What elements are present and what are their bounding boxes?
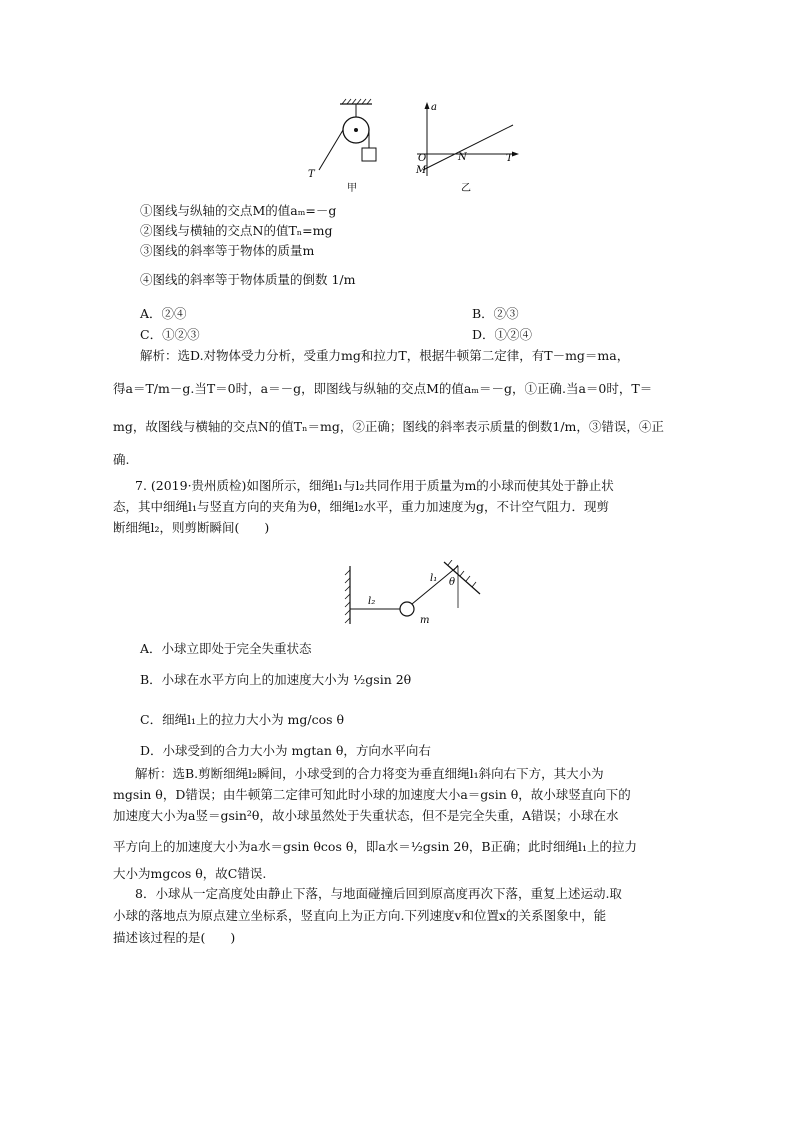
label-l1: l₁	[430, 573, 438, 584]
q7-stem-3: 断细绳l₂，则剪断瞬间( )	[113, 520, 270, 535]
statement-3: ③图线的斜率等于物体的质量m	[140, 243, 315, 258]
axis-a: a	[431, 102, 437, 113]
origin-O: O	[418, 153, 427, 164]
q6-analysis-3: mg，故图线与横轴的交点N的值Tₙ＝mg，②正确；图线的斜率表示质量的倒数1/m，③错误，④正	[113, 419, 664, 434]
q6-analysis-2: 得a＝T/m－g.当T＝0时，a＝－g，即图线与纵轴的交点M的值aₘ＝－g，①正确.当a＝0时，T＝	[113, 381, 653, 396]
q6-analysis-4: 确.	[113, 452, 130, 467]
statement-2: ②图线与横轴的交点N的值Tₙ=mg	[140, 223, 333, 238]
q6-option-d[interactable]: D．①②④	[472, 327, 533, 342]
q7-stem-2: 态，其中细绳l₁与竖直方向的夹角为θ，细绳l₂水平，重力加速度为g，不计空气阻力．现剪	[113, 499, 610, 514]
caption-yi: 乙	[461, 183, 471, 194]
q7-option-c[interactable]: C．细绳l₁上的拉力大小为 mg/cos θ	[140, 712, 345, 727]
axis-T: T	[506, 153, 513, 164]
q7-option-a[interactable]: A．小球立即处于完全失重状态	[140, 641, 312, 656]
caption-jia: 甲	[347, 183, 357, 194]
q8-stem-3: 描述该过程的是( )	[113, 930, 236, 945]
q6-option-c[interactable]: C．①②③	[140, 327, 200, 342]
q6-option-b[interactable]: B．②③	[472, 306, 519, 321]
q7-stem-1: 7. (2019·贵州质检)如图所示，细绳l₁与l₂共同作用于质量为m的小球而使其处于静止状	[135, 478, 614, 493]
q7-analysis-5: 大小为mgcos θ，故C错误.	[113, 866, 267, 881]
statement-1: ①图线与纵轴的交点M的值aₘ=－g	[140, 203, 337, 218]
label-l2: l₂	[368, 596, 376, 607]
point-M: M	[416, 165, 427, 176]
figure-q7-pendulum	[340, 560, 490, 632]
q7-analysis-4: 平方向上的加速度大小为a水＝gsin θcos θ，即a水＝½gsin 2θ，B正确；此时细绳l₁上的拉力	[113, 839, 638, 854]
statement-4: ④图线的斜率等于物体质量的倒数 1/m	[140, 272, 356, 287]
q6-option-a[interactable]: A．②④	[140, 306, 187, 321]
q8-stem-2: 小球的落地点为原点建立坐标系，竖直向上为正方向.下列速度v和位置x的关系图象中，能	[113, 908, 607, 923]
label-theta: θ	[449, 577, 456, 588]
q7-analysis-2: mgsin θ，D错误；由牛顿第二定律可知此时小球的加速度大小a＝gsin θ，故小球竖直向下的	[113, 787, 631, 802]
q7-option-d[interactable]: D．小球受到的合力大小为 mgtan θ，方向水平向右	[140, 743, 431, 758]
label-m: m	[420, 615, 430, 626]
q7-analysis-1: 解析：选B.剪断细绳l₂瞬间，小球受到的合力将变为垂直细绳l₁斜向右下方，其大小为	[135, 766, 604, 781]
q7-analysis-3: 加速度大小为a竖＝gsin²θ，故小球虽然处于失重状态，但不是完全失重，A错误；小球在水	[113, 808, 619, 823]
label-T: T	[308, 169, 315, 180]
point-N: N	[458, 152, 467, 163]
figure-jia-pulley	[300, 98, 390, 194]
q8-stem-1: 8．小球从一定高度处由静止下落，与地面碰撞后回到原高度再次下落，重复上述运动.取	[135, 886, 622, 901]
q6-analysis-1: 解析：选D.对物体受力分析，受重力mg和拉力T，根据牛顿第二定律，有T－mg＝ma，	[140, 348, 630, 363]
figure-yi-graph	[405, 98, 525, 194]
q7-option-b[interactable]: B．小球在水平方向上的加速度大小为 ½gsin 2θ	[140, 672, 412, 687]
